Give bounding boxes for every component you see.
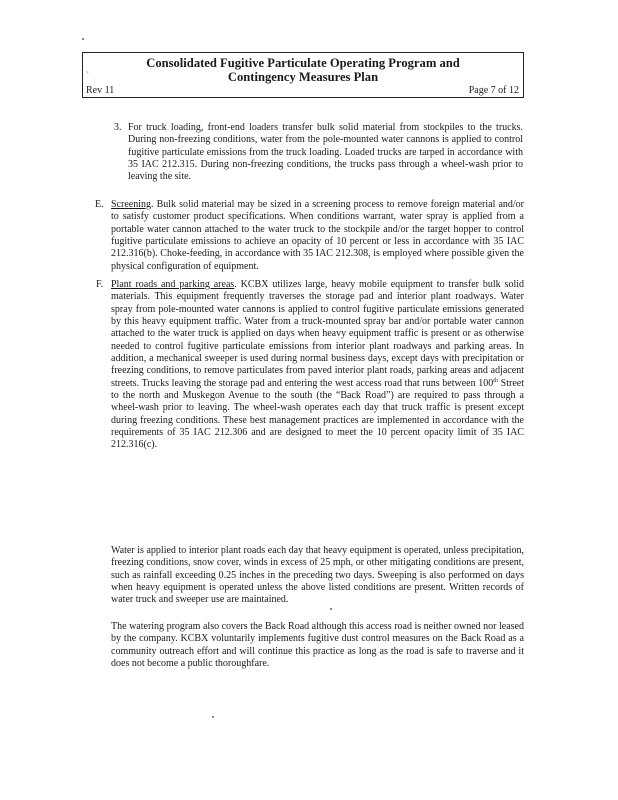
page-number: Page 7 of 12 [468, 85, 519, 96]
title-line-1: Consolidated Fugitive Particulate Operating Program and [146, 56, 460, 70]
section-e-paragraph [111, 199, 524, 273]
item-3-number: 3. [114, 122, 122, 133]
section-f-paragraph [111, 279, 524, 452]
section-e-letter: E. [95, 199, 104, 210]
document-title [83, 56, 523, 84]
scan-speck [212, 716, 214, 718]
section-f-superscript: th [493, 377, 498, 384]
watering-paragraph-2: The watering program also covers the Back Road although this access road is neither owned nor leased by the company. KCBX voluntarily implements fugitive dust control measures on the Back Road as a community outreach effort and will continue this practice as long as the road is safe to traverse and it does not become a public thoroughfare. [111, 621, 524, 670]
section-f-text-2: Street to the north and Muskegon Avenue to the south (the “Back Road”) are required to pass through a wheel-wash prior to leaving. The wheel-wash operates each day that truck traffic is present except during freezing conditions. These best management practices are implemented in accordance with the requirements of 35 IAC 212.306 and are designed to meet the 10 percent opacity limit of 35 IAC 212.316(c). [111, 377, 524, 451]
section-f-heading: Plant roads and parking areas [111, 279, 235, 290]
scan-speck [330, 608, 332, 610]
scan-speck [82, 38, 84, 40]
title-line-2: Contingency Measures Plan [227, 70, 379, 84]
section-f-text-1: . KCBX utilizes large, heavy mobile equipment to transfer bulk solid materials. This equipment frequently traverses the storage pad and interior plant roadways. Water spray from pole-mounted water cannons is applied to control fugitive particulate emissions generated by this heavy equipment traffic. Water from a truck-mounted spray bar and/or portable water cannon attached to the water truck is applied on days when heavy equipment traffic is present or as otherwise needed to control fugitive particulate emissions from interior plant roadways and parking areas. In addition, a mechanical sweeper is used during normal business days, except days with precipitation or freezing conditions, to remove particulates from paved interior plant roads, parking areas and adjacent streets. Trucks leaving the storage pad and entering the west access road that runs between 100 [111, 279, 524, 389]
item-3-text: For truck loading, front-end loaders transfer bulk solid material from stockpiles to the trucks. During non-freezing conditions, water from the pole-mounted water cannons is applied to control fugitive particulate emissions from the truck loading. Loaded trucks are tarped in accordance with 35 IAC 212.315. During non-freezing conditions, the trucks pass through a wheel-wash prior to leaving the site. [128, 122, 523, 183]
section-e-text: . Bulk solid material may be sized in a screening process to remove foreign material and/or to satisfy customer product specifications. When conditions warrant, water spray is applied from a portable water cannon attached to the water truck to the stockpile and/or the target hopper to control fugitive particulate emissions to achieve an opacity of 10 percent or less in accordance with 35 IAC 212.316(b). Choke-feeding, in accordance with 35 IAC 212.308, is employed where possible given the physical configuration of equipment. [111, 199, 524, 272]
section-e-heading: Screening [111, 199, 151, 210]
section-f-letter: F. [96, 279, 104, 290]
revision-label: Rev 11 [86, 85, 115, 96]
scan-tick-mark: ` [86, 70, 89, 80]
watering-paragraph-1: Water is applied to interior plant roads each day that heavy equipment is operated, unless precipitation, freezing conditions, snow cover, winds in excess of 25 mph, or other mitigating conditions are present, such as rainfall exceeding 0.25 inches in the preceding two days. Sweeping is also performed on days when heavy equipment is operated unless the above listed conditions are present. Written records of water truck and sweeper use are maintained. [111, 545, 524, 606]
document-header [82, 52, 524, 98]
